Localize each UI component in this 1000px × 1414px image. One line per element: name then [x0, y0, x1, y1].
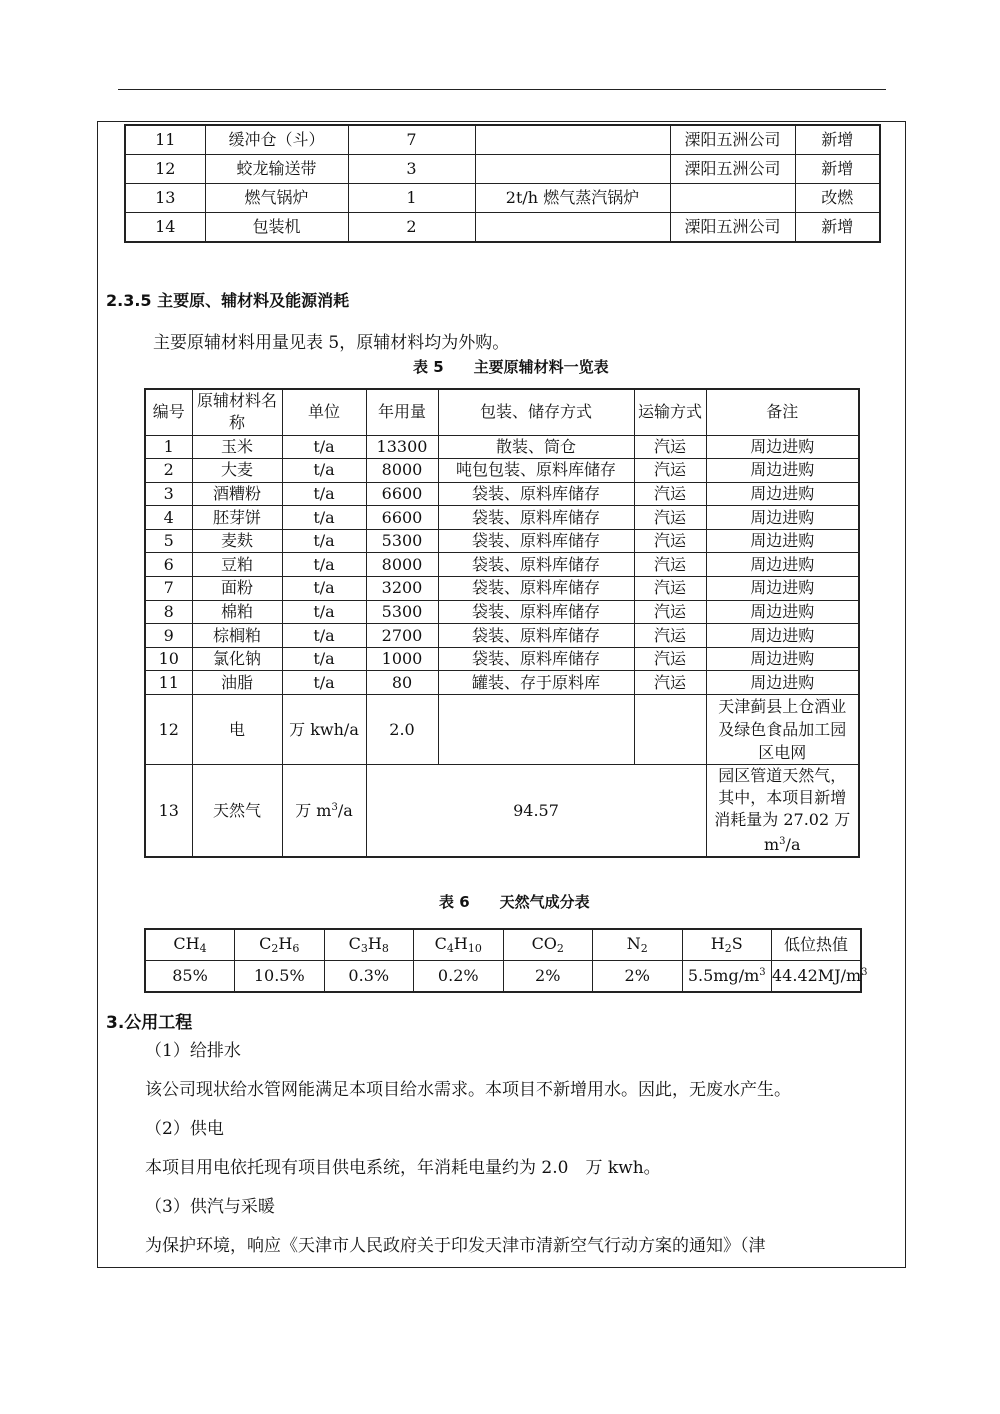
table-row [145, 529, 859, 553]
cell-no: 11 [125, 125, 205, 155]
header-name: 原辅材料名称 [192, 389, 282, 435]
materials-intro: 主要原辅材料用量见表 5，原辅材料均为外购。 [153, 333, 510, 353]
cell-unit: t/a [282, 506, 366, 530]
cell-status: 新增 [795, 213, 880, 243]
cell-no: 7 [145, 577, 192, 601]
cell-spec [475, 155, 670, 184]
cell-status: 新增 [795, 125, 880, 155]
cell-name: 玉米 [192, 435, 282, 459]
gas-value-cell: 10.5% [235, 961, 325, 993]
cell-name: 麦麸 [192, 529, 282, 553]
cell-qty: 2 [348, 213, 475, 243]
table-row [145, 435, 859, 459]
cell-annual: 6600 [366, 506, 438, 530]
cell-remark: 周边进购 [706, 482, 859, 506]
header-transport: 运输方式 [634, 389, 706, 435]
cell-spec: 2t/h 燃气蒸汽锅炉 [475, 184, 670, 213]
header-packing: 包装、储存方式 [438, 389, 634, 435]
cell-no: 12 [145, 695, 192, 765]
cell-unit: t/a [282, 482, 366, 506]
gas-header-cell: 低位热值 [772, 929, 862, 961]
cell-name: 蛟龙输送带 [205, 155, 348, 184]
cell-qty: 1 [348, 184, 475, 213]
cell-unit: t/a [282, 600, 366, 624]
cell-remark: 园区管道天然气，其中，本项目新增消耗量为 27.02 万 $m^3/a$ [706, 765, 859, 858]
cell-no: 1 [145, 435, 192, 459]
cell-no: 8 [145, 600, 192, 624]
power-title: （2）供电 [145, 1119, 224, 1139]
cell-no: 6 [145, 553, 192, 577]
cell-transport: 汽运 [634, 600, 706, 624]
cell-no: 13 [145, 765, 192, 858]
cell-remark: 周边进购 [706, 529, 859, 553]
cell-no: 14 [125, 213, 205, 243]
header-no: 编号 [145, 389, 192, 435]
cell-unit: t/a [282, 577, 366, 601]
cell-annual: 3200 [366, 577, 438, 601]
cell-annual: 94.57 [366, 765, 706, 858]
cell-no: 10 [145, 647, 192, 671]
cell-no: 12 [125, 155, 205, 184]
gas-value-cell: $44.42MJ/m^3$ [772, 961, 862, 993]
table6-caption: 表 6 天然气成分表 [439, 893, 590, 911]
cell-supplier: 溧阳五洲公司 [670, 155, 795, 184]
cell-name: 包装机 [205, 213, 348, 243]
table-row [145, 695, 859, 765]
table5-caption: 表 5 主要原辅材料一览表 [413, 358, 609, 376]
cell-name: 豆粕 [192, 553, 282, 577]
cell-packing: 袋装、原料库储存 [438, 577, 634, 601]
cell-name: 胚芽饼 [192, 506, 282, 530]
header-remark: 备注 [706, 389, 859, 435]
gas-value-cell: $5.5mg/m^3$ [682, 961, 772, 993]
gas-header-cell: $C_3H_8$ [324, 929, 414, 961]
cell-remark: 天津蓟县上仓酒业及绿色食品加工园区电网 [706, 695, 859, 765]
cell-unit: 万 $m^3/a$ [282, 765, 366, 858]
cell-no: 2 [145, 459, 192, 483]
gas-header-cell: $C_2H_6$ [235, 929, 325, 961]
gas-header-cell: $CO_2$ [503, 929, 593, 961]
cell-packing: 袋装、原料库储存 [438, 506, 634, 530]
cell-packing: 吨包包装、原料库储存 [438, 459, 634, 483]
gas-value-cell: 2% [593, 961, 683, 993]
cell-remark: 周边进购 [706, 553, 859, 577]
table-row [145, 671, 859, 695]
gas-value-cell: 0.3% [324, 961, 414, 993]
section-heading-3: 3.公用工程 [106, 1013, 193, 1033]
cell-remark: 周边进购 [706, 647, 859, 671]
table-row [145, 600, 859, 624]
cell-name: 棉粕 [192, 600, 282, 624]
cell-transport: 汽运 [634, 671, 706, 695]
cell-unit: 万 kwh/a [282, 695, 366, 765]
gas-header-cell: $H_2S$ [682, 929, 772, 961]
cell-packing [438, 695, 634, 765]
gas-header-cell: $CH_4$ [145, 929, 235, 961]
cell-name: 酒糟粉 [192, 482, 282, 506]
cell-name: 电 [192, 695, 282, 765]
cell-transport [634, 695, 706, 765]
cell-no: 3 [145, 482, 192, 506]
cell-transport: 汽运 [634, 529, 706, 553]
cell-packing: 袋装、原料库储存 [438, 529, 634, 553]
cell-annual: 5300 [366, 529, 438, 553]
cell-transport: 汽运 [634, 459, 706, 483]
cell-packing: 袋装、原料库储存 [438, 624, 634, 648]
header-rule [118, 89, 886, 90]
table-row [145, 506, 859, 530]
table-row [125, 184, 880, 213]
cell-packing: 袋装、原料库储存 [438, 553, 634, 577]
cell-annual: 6600 [366, 482, 438, 506]
table-row [145, 624, 859, 648]
table-header-row [145, 389, 859, 435]
cell-annual: 5300 [366, 600, 438, 624]
cell-annual: 13300 [366, 435, 438, 459]
cell-transport: 汽运 [634, 647, 706, 671]
table-row [145, 482, 859, 506]
cell-unit: t/a [282, 459, 366, 483]
cell-no: 11 [145, 671, 192, 695]
cell-qty: 3 [348, 155, 475, 184]
steam-text: 为保护环境，响应《天津市人民政府关于印发天津市清新空气行动方案的通知》（津 [145, 1236, 766, 1256]
cell-transport: 汽运 [634, 577, 706, 601]
cell-supplier [670, 184, 795, 213]
cell-annual: 8000 [366, 553, 438, 577]
table-row [125, 213, 880, 243]
steam-title: （3）供汽与采暖 [145, 1197, 275, 1217]
table-row [145, 577, 859, 601]
cell-no: 13 [125, 184, 205, 213]
cell-packing: 袋装、原料库储存 [438, 600, 634, 624]
cell-name: 大麦 [192, 459, 282, 483]
table-row [145, 459, 859, 483]
cell-transport: 汽运 [634, 506, 706, 530]
table-row [125, 155, 880, 184]
gas-value-cell: 2% [503, 961, 593, 993]
cell-name: 氯化钠 [192, 647, 282, 671]
cell-annual: 1000 [366, 647, 438, 671]
gas-header-cell: $N_2$ [593, 929, 683, 961]
cell-name: 面粉 [192, 577, 282, 601]
cell-transport: 汽运 [634, 482, 706, 506]
table-header-row [145, 929, 861, 961]
table-row [145, 553, 859, 577]
gas-value-cell: 85% [145, 961, 235, 993]
equipment-table [124, 124, 881, 243]
cell-packing: 散装、筒仓 [438, 435, 634, 459]
power-text: 本项目用电依托现有项目供电系统，年消耗电量约为 2.0 万 kwh。 [145, 1158, 661, 1178]
cell-annual: 2.0 [366, 695, 438, 765]
table-row [125, 125, 880, 155]
materials-table [144, 388, 860, 858]
cell-transport: 汽运 [634, 435, 706, 459]
cell-status: 改燃 [795, 184, 880, 213]
cell-remark: 周边进购 [706, 435, 859, 459]
cell-annual: 80 [366, 671, 438, 695]
cell-remark: 周边进购 [706, 600, 859, 624]
cell-unit: t/a [282, 671, 366, 695]
water-text: 该公司现状给水管网能满足本项目给水需求。本项目不新增用水。因此，无废水产生。 [145, 1080, 791, 1100]
table-row [145, 961, 861, 993]
header-annual: 年用量 [366, 389, 438, 435]
cell-unit: t/a [282, 529, 366, 553]
cell-qty: 7 [348, 125, 475, 155]
cell-transport: 汽运 [634, 624, 706, 648]
cell-unit: t/a [282, 647, 366, 671]
cell-packing: 袋装、原料库储存 [438, 482, 634, 506]
table-row [145, 647, 859, 671]
cell-no: 9 [145, 624, 192, 648]
cell-supplier: 溧阳五洲公司 [670, 213, 795, 243]
cell-no: 5 [145, 529, 192, 553]
section-heading-2-3-5: 2.3.5 主要原、辅材料及能源消耗 [106, 291, 350, 310]
cell-remark: 周边进购 [706, 624, 859, 648]
cell-status: 新增 [795, 155, 880, 184]
gas-value-cell: 0.2% [414, 961, 504, 993]
cell-supplier: 溧阳五洲公司 [670, 125, 795, 155]
gas-header-cell: $C_4H_{10}$ [414, 929, 504, 961]
cell-unit: t/a [282, 624, 366, 648]
table-row [145, 765, 859, 858]
cell-unit: t/a [282, 435, 366, 459]
cell-spec [475, 125, 670, 155]
cell-name: 缓冲仓（斗） [205, 125, 348, 155]
cell-no: 4 [145, 506, 192, 530]
cell-annual: 8000 [366, 459, 438, 483]
cell-packing: 袋装、原料库储存 [438, 647, 634, 671]
cell-remark: 周边进购 [706, 506, 859, 530]
cell-unit: t/a [282, 553, 366, 577]
header-unit: 单位 [282, 389, 366, 435]
cell-remark: 周边进购 [706, 671, 859, 695]
water-title: （1）给排水 [145, 1041, 241, 1061]
cell-spec [475, 213, 670, 243]
cell-packing: 罐装、存于原料库 [438, 671, 634, 695]
cell-transport: 汽运 [634, 553, 706, 577]
cell-remark: 周边进购 [706, 459, 859, 483]
cell-name: 天然气 [192, 765, 282, 858]
gas-composition-table [144, 928, 868, 993]
cell-annual: 2700 [366, 624, 438, 648]
cell-name: 油脂 [192, 671, 282, 695]
cell-name: 棕榈粕 [192, 624, 282, 648]
cell-name: 燃气锅炉 [205, 184, 348, 213]
cell-remark: 周边进购 [706, 577, 859, 601]
